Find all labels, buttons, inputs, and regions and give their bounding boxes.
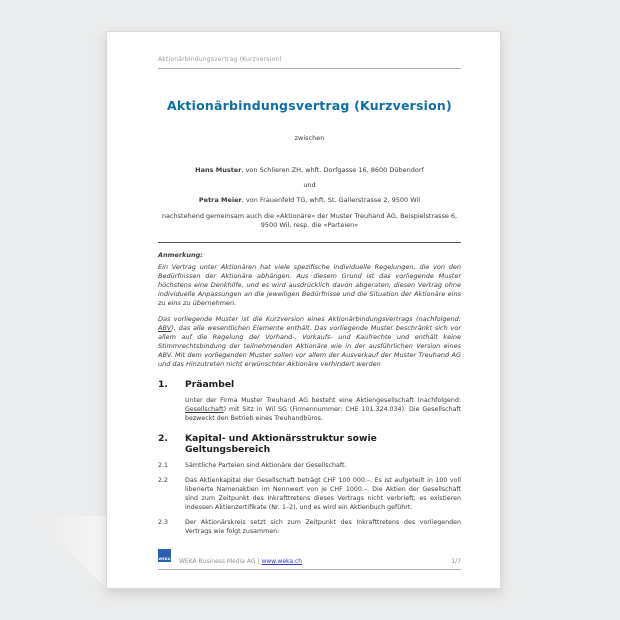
- section-1-body: [185, 396, 461, 423]
- annotation-p2-after: ), das alle wesentlichen Elemente enthält. Das vorliegende Muster beschränkt sich vor allem auf die Regelung der Vorhand-, Vorkaufs- und Kaufrechte und enthält keine Stimmrechtsbindung der teilnehmenden Aktionäre wie in der ausführlichen Version eines ABV. Mit dem vorliegenden Muster sollen vor allem der Ausverkauf der Muster Treuhand AG und das Hinzutreten nicht erwünschter Aktionäre verhindert werden: [158, 324, 461, 368]
- clause-2-1-text: Sämtliche Parteien sind Aktionäre der Gesellschaft.: [185, 462, 347, 469]
- annotation-paragraph-2: [158, 315, 461, 369]
- clause-2-1-number: 2.1: [158, 462, 169, 469]
- clause-2-2-text: Das Aktienkapital der Gesellschaft beträgt CHF 100 000.–. Es ist aufgeteilt in 100 voll liberierte Namenaktien im Nennwert von je CHF 1000.–. Die Aktien der Gesellschaft sind zum Zeitpunkt des Inkrafttretens dieses Vertrags nicht verbrieft; es existieren indessen Aktienzertifikate (Nr. 1–2), und es wird ein Aktienbuch geführt.: [185, 477, 461, 511]
- document-title: Aktionärbindungsvertrag (Kurzversion): [167, 98, 452, 113]
- running-header: [158, 56, 461, 69]
- annotation-p2-before: Das vorliegende Muster ist die Kurzversion eines Aktionärbindungsvertrags (nachfolgend:: [158, 315, 461, 323]
- footer-company-line: [179, 558, 302, 565]
- section-1-number: 1.: [158, 379, 168, 390]
- running-header-title: Aktionärbindungsvertrag (Kurzversion): [158, 56, 282, 63]
- section-1-heading: [158, 379, 461, 390]
- annotation-label: Anmerkung:: [158, 251, 203, 259]
- footer-company-text: WEKA Business Media AG |: [179, 558, 262, 565]
- clause-2-1: [158, 461, 461, 470]
- section-1-body-underlined: Gesellschaft: [185, 406, 224, 413]
- annotation-block: [158, 251, 461, 369]
- joint-clause: nachstehend gemeinsam auch die «Aktionäre» der Muster Treuhand AG, Beispielstrasse 6, 9500 Wil, resp. die «Parteien»: [161, 212, 458, 229]
- page-indicator: 1/7: [451, 558, 461, 565]
- party1-details: , von Schlieren ZH, whft. Dorfgasse 16, 8600 Dübendorf: [241, 166, 424, 174]
- weka-logo-text: WEKA: [158, 556, 171, 561]
- between-label: zwischen: [294, 134, 325, 142]
- section-1-body-before: Unter der Firma Muster Treuhand AG besteht eine Aktiengesellschaft (nachfolgend:: [185, 397, 461, 404]
- section-1-title: Präambel: [185, 379, 235, 390]
- clause-2-3-text: Der Aktionärskreis setzt sich zum Zeitpunkt des Inkrafttretens des vorliegenden Vertrags wie folgt zusammen:: [185, 519, 461, 535]
- section-2-heading: [158, 433, 461, 455]
- footer-weka-link[interactable]: www.weka.ch: [261, 558, 303, 565]
- document-page: [106, 31, 501, 589]
- separator-rule: [158, 242, 461, 243]
- annotation-paragraph-1: Ein Vertrag unter Aktionären hat viele spezifische individuelle Regelungen, die von den Bedürfnissen der Aktionäre abhängen. Aus diesem Grund ist das vorliegende Muster höchstens eine Denkhilfe, und es wird ausdrücklich davon abgeraten, diesen Vertrag ohne individuelle Anpassungen an die jeweiligen Bedürfnisse und die Situation der Aktionäre eins zu eins zu übernehmen.: [158, 263, 461, 307]
- page-footer: [158, 549, 461, 570]
- section-2-title: Kapital- und Aktionärsstruktur sowie Geltungsbereich: [185, 433, 377, 455]
- party-line-2: [158, 196, 461, 205]
- section-2-number: 2.: [158, 433, 168, 444]
- clause-2-2: [158, 476, 461, 512]
- party2-details: , von Frauenfeld TG, whft. St. Gallerstrasse 2, 9500 Wil: [241, 196, 421, 204]
- party-line-1: [158, 166, 461, 175]
- party2-name: Petra Meier: [198, 196, 242, 204]
- clause-2-3: [158, 518, 461, 536]
- clause-2-3-number: 2.3: [158, 519, 169, 526]
- clause-2-2-number: 2.2: [158, 477, 169, 484]
- page-curl-shadow: [30, 516, 107, 588]
- annotation-p2-abv: ABV: [158, 324, 172, 332]
- section-1-body-after: ) mit Sitz in Wil SG (Firmennummer: CHE 101.324.034). Die Gesellschaft bezweckt den Betrieb eines Treuhandbüros.: [185, 406, 461, 422]
- party1-name: Hans Muster: [195, 166, 242, 174]
- and-label: und: [303, 181, 316, 189]
- weka-logo: [158, 549, 171, 562]
